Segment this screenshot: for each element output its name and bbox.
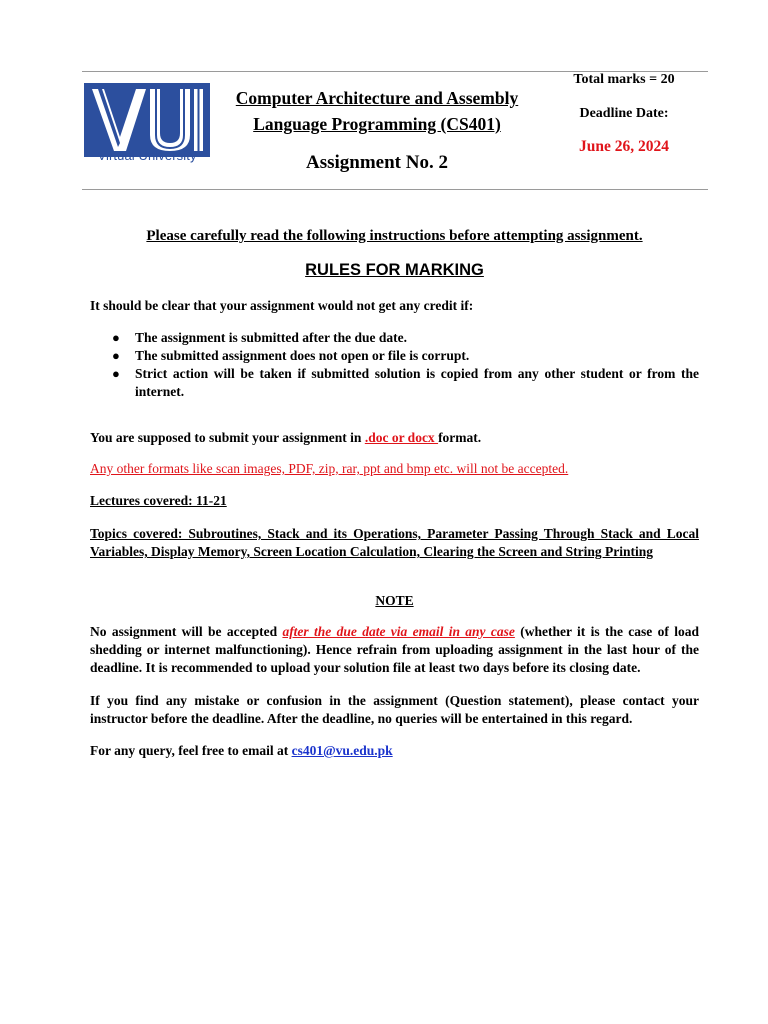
deadline-label: Deadline Date: [579,106,669,121]
total-marks: Total marks = 20 [573,72,675,87]
topics-covered: Topics covered: Subroutines, Stack and its Operations, Parameter Passing Through Stack and Local Variables, Display Memory, Screen Location Calculation, Clearing the Screen and String Printing [90,526,699,559]
note-text-before: No assignment will be accepted [90,624,283,639]
course-title-line-2: Language Programming (CS401) [253,114,501,134]
format-instruction [90,429,699,447]
list-item-text: The submitted assignment does not open or file is corrupt. [135,348,470,363]
rules-heading [90,261,699,279]
lectures-covered: Lectures covered: 11-21 [90,493,227,508]
note-heading: NOTE [375,593,414,608]
instructions-heading: Please carefully read the following instructions before attempting assignment. [146,228,643,244]
deadline-date: June 26, 2024 [579,138,669,155]
list-item-text: The assignment is submitted after the due date. [135,330,408,345]
credit-intro: It should be clear that your assignment would not get any credit if: [90,298,474,313]
bullet-icon: ● [112,348,120,363]
rules-heading-text: RULES FOR MARKING [305,261,484,279]
note-paragraph-1 [90,623,699,677]
list-item [90,347,699,365]
query-text: For any query, feel free to email at [90,743,292,758]
logo-caption: Virtual University [97,148,197,163]
note-text-after: (whether it is the case of load shedding or internet malfunctioning). Hence refrain from uploading assignment in the last hour of the deadline. It is recommended to upload your solution file at least two days before its closing date. [90,624,699,675]
course-title-line-1: Computer Architecture and Assembly [235,88,519,108]
list-item-text: Strict action will be taken if submitted solution is copied from any other student or from the internet. [135,366,699,399]
rules-list [90,329,699,401]
note-paragraph-2: If you find any mistake or confusion in the assignment (Question statement), please contact your instructor before the deadline. After the deadline, no queries will be entertained in this regard. [90,693,699,726]
email-link[interactable]: cs401@vu.edu.pk [291,743,393,758]
query-line [90,742,699,760]
list-item [90,365,699,401]
format-text-after: format. [438,430,482,445]
bullet-icon: ● [112,330,120,345]
assignment-number: Assignment No. 2 [306,152,448,173]
bullet-icon: ● [112,366,120,381]
format-text-before: You are supposed to submit your assignment in [90,430,365,445]
format-highlight: .doc or docx [364,430,439,445]
note-highlight: after the due date via email in any case [282,624,515,639]
format-warning: Any other formats like scan images, PDF, zip, rar, ppt and bmp etc. will not be accepted. [90,461,569,476]
list-item [90,329,699,347]
header-bottom-rule [82,189,708,190]
